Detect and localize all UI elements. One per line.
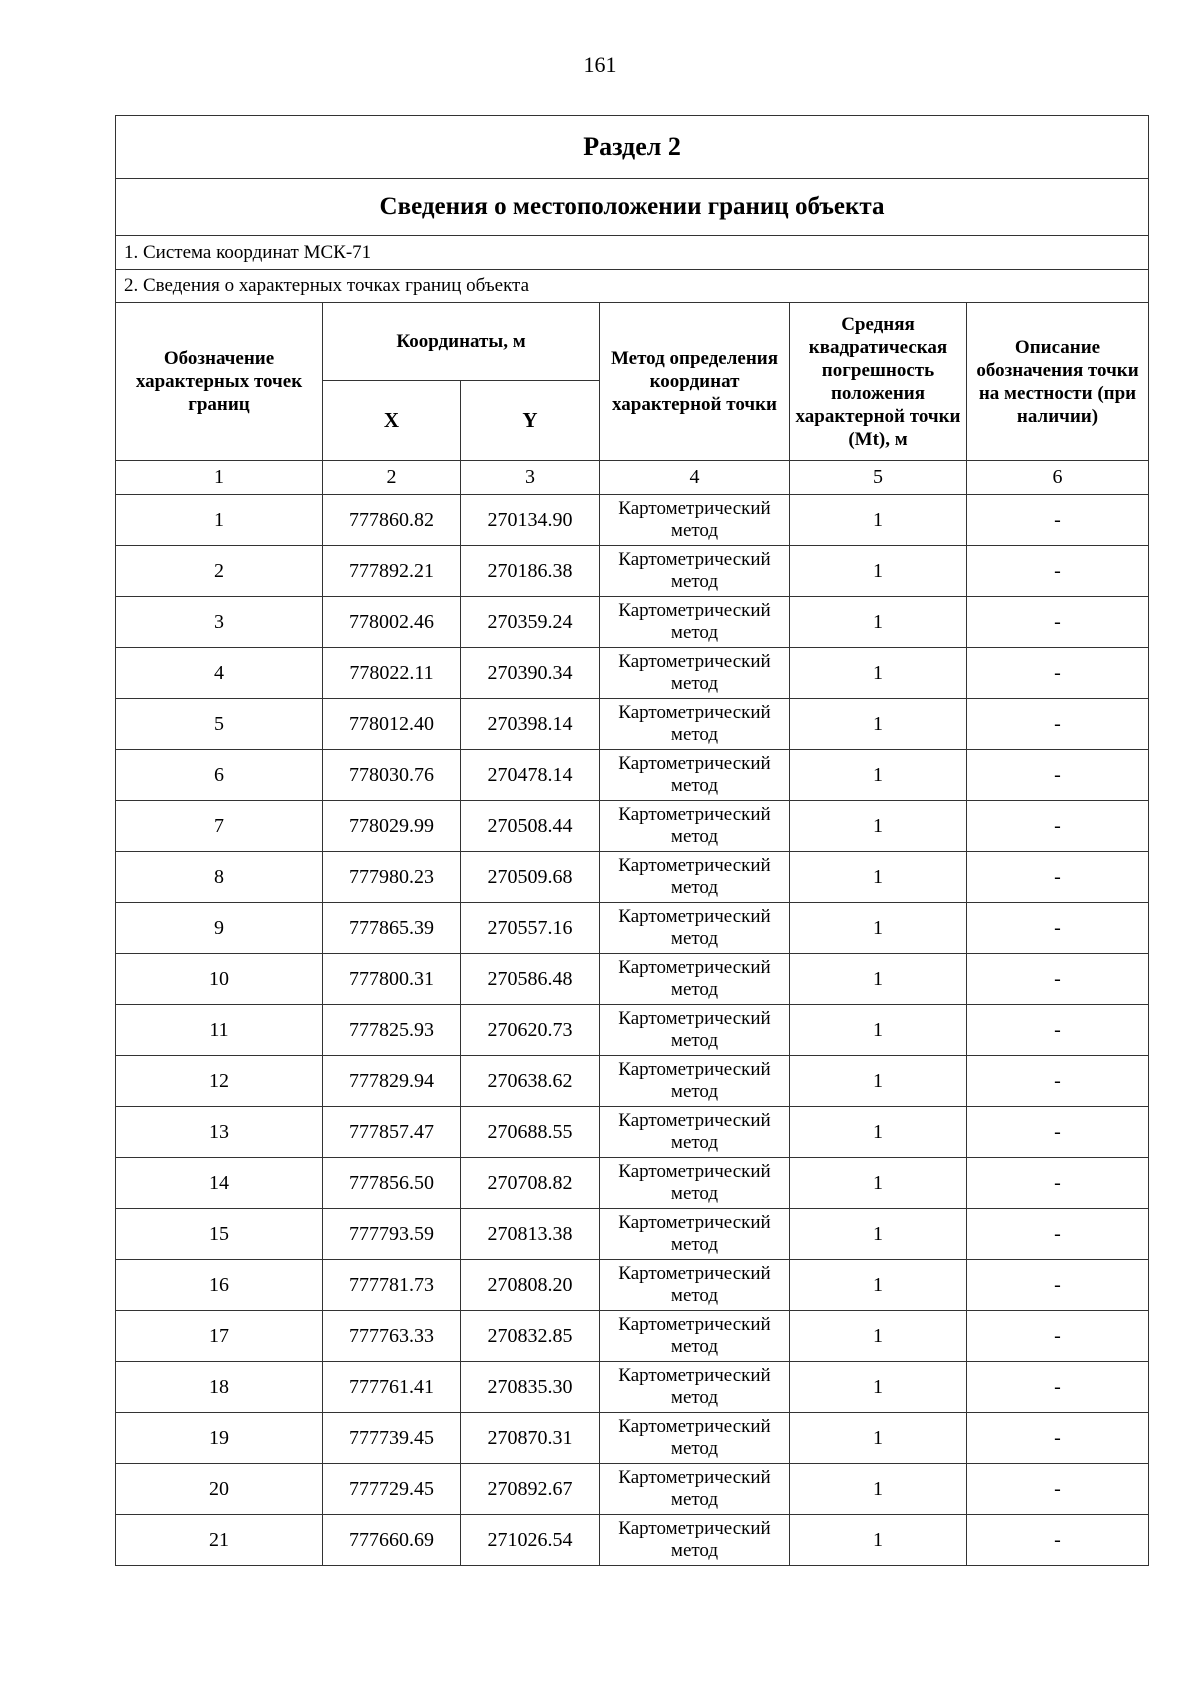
- description-cell: -: [967, 699, 1149, 750]
- header-x: X: [323, 381, 461, 461]
- point-number-cell: 13: [116, 1107, 323, 1158]
- point-number-cell: 12: [116, 1056, 323, 1107]
- y-coordinate-cell: 270688.55: [461, 1107, 600, 1158]
- accuracy-cell: 1: [790, 1056, 967, 1107]
- description-cell: -: [967, 954, 1149, 1005]
- boundary-points-table: [115, 115, 1149, 1566]
- table-row: [116, 699, 1149, 750]
- description-cell: -: [967, 1107, 1149, 1158]
- description-cell: -: [967, 1362, 1149, 1413]
- header-accuracy: Средняя квадратическая погрешность положения характерной точки (Mt), м: [790, 303, 967, 461]
- column-number: 1: [116, 461, 323, 495]
- table-row: [116, 1005, 1149, 1056]
- accuracy-cell: 1: [790, 1413, 967, 1464]
- x-coordinate-cell: 778029.99: [323, 801, 461, 852]
- y-coordinate-cell: 270508.44: [461, 801, 600, 852]
- y-coordinate-cell: 270808.20: [461, 1260, 600, 1311]
- accuracy-cell: 1: [790, 1515, 967, 1566]
- point-number-cell: 7: [116, 801, 323, 852]
- method-cell: Картометрический метод: [600, 1413, 790, 1464]
- point-number-cell: 2: [116, 546, 323, 597]
- point-number-cell: 5: [116, 699, 323, 750]
- description-cell: -: [967, 903, 1149, 954]
- method-cell: Картометрический метод: [600, 1056, 790, 1107]
- accuracy-cell: 1: [790, 699, 967, 750]
- x-coordinate-cell: 777857.47: [323, 1107, 461, 1158]
- method-cell: Картометрический метод: [600, 546, 790, 597]
- point-number-cell: 14: [116, 1158, 323, 1209]
- y-coordinate-cell: 270390.34: [461, 648, 600, 699]
- accuracy-cell: 1: [790, 1107, 967, 1158]
- table-row: [116, 1158, 1149, 1209]
- point-number-cell: 21: [116, 1515, 323, 1566]
- accuracy-cell: 1: [790, 903, 967, 954]
- description-cell: -: [967, 801, 1149, 852]
- header-method: Метод определения координат характерной точки: [600, 303, 790, 461]
- method-cell: Картометрический метод: [600, 801, 790, 852]
- table-row: [116, 1056, 1149, 1107]
- points-caption: 2. Сведения о характерных точках границ объекта: [116, 270, 1149, 303]
- x-coordinate-cell: 777892.21: [323, 546, 461, 597]
- column-number: 4: [600, 461, 790, 495]
- point-number-cell: 17: [116, 1311, 323, 1362]
- method-cell: Картометрический метод: [600, 1107, 790, 1158]
- table-row: [116, 852, 1149, 903]
- y-coordinate-cell: 270398.14: [461, 699, 600, 750]
- point-number-cell: 15: [116, 1209, 323, 1260]
- x-coordinate-cell: 777763.33: [323, 1311, 461, 1362]
- page-number: 161: [583, 52, 617, 77]
- description-cell: -: [967, 750, 1149, 801]
- description-cell: -: [967, 1209, 1149, 1260]
- method-cell: Картометрический метод: [600, 1464, 790, 1515]
- method-cell: Картометрический метод: [600, 495, 790, 546]
- method-cell: Картометрический метод: [600, 954, 790, 1005]
- y-coordinate-cell: 270509.68: [461, 852, 600, 903]
- x-coordinate-cell: 777781.73: [323, 1260, 461, 1311]
- column-number: 6: [967, 461, 1149, 495]
- table-row: [116, 1107, 1149, 1158]
- method-cell: Картометрический метод: [600, 1515, 790, 1566]
- method-cell: Картометрический метод: [600, 1260, 790, 1311]
- x-coordinate-cell: 777800.31: [323, 954, 461, 1005]
- table-row: [116, 801, 1149, 852]
- table-row: [116, 954, 1149, 1005]
- method-cell: Картометрический метод: [600, 750, 790, 801]
- x-coordinate-cell: 777729.45: [323, 1464, 461, 1515]
- y-coordinate-cell: 270638.62: [461, 1056, 600, 1107]
- header-description: Описание обозначения точки на местности (при наличии): [967, 303, 1149, 461]
- column-number: 3: [461, 461, 600, 495]
- x-coordinate-cell: 777660.69: [323, 1515, 461, 1566]
- table-row: [116, 1209, 1149, 1260]
- description-cell: -: [967, 1260, 1149, 1311]
- table-row: [116, 750, 1149, 801]
- point-number-cell: 1: [116, 495, 323, 546]
- y-coordinate-cell: 270134.90: [461, 495, 600, 546]
- method-cell: Картометрический метод: [600, 1362, 790, 1413]
- y-coordinate-cell: 270586.48: [461, 954, 600, 1005]
- header-coordinates: Координаты, м: [323, 303, 600, 381]
- table-row: [116, 1413, 1149, 1464]
- point-number-cell: 10: [116, 954, 323, 1005]
- table-row: [116, 1311, 1149, 1362]
- y-coordinate-cell: 270870.31: [461, 1413, 600, 1464]
- accuracy-cell: 1: [790, 648, 967, 699]
- table-row: [116, 1260, 1149, 1311]
- y-coordinate-cell: 270557.16: [461, 903, 600, 954]
- accuracy-cell: 1: [790, 801, 967, 852]
- x-coordinate-cell: 777829.94: [323, 1056, 461, 1107]
- x-coordinate-cell: 777761.41: [323, 1362, 461, 1413]
- method-cell: Картометрический метод: [600, 903, 790, 954]
- y-coordinate-cell: 270892.67: [461, 1464, 600, 1515]
- x-coordinate-cell: 777793.59: [323, 1209, 461, 1260]
- table-row: [116, 1362, 1149, 1413]
- method-cell: Картометрический метод: [600, 597, 790, 648]
- accuracy-cell: 1: [790, 495, 967, 546]
- description-cell: -: [967, 1515, 1149, 1566]
- x-coordinate-cell: 777856.50: [323, 1158, 461, 1209]
- coordinate-system: 1. Система координат МСК-71: [116, 236, 1149, 270]
- accuracy-cell: 1: [790, 1209, 967, 1260]
- x-coordinate-cell: 777980.23: [323, 852, 461, 903]
- point-number-cell: 20: [116, 1464, 323, 1515]
- table-row: [116, 1515, 1149, 1566]
- description-cell: -: [967, 597, 1149, 648]
- accuracy-cell: 1: [790, 954, 967, 1005]
- column-numbers-row: [116, 461, 1149, 495]
- accuracy-cell: 1: [790, 597, 967, 648]
- description-cell: -: [967, 1158, 1149, 1209]
- point-number-cell: 6: [116, 750, 323, 801]
- x-coordinate-cell: 778022.11: [323, 648, 461, 699]
- x-coordinate-cell: 777860.82: [323, 495, 461, 546]
- description-cell: -: [967, 852, 1149, 903]
- header-designation: Обозначение характерных точек границ: [116, 303, 323, 461]
- y-coordinate-cell: 270708.82: [461, 1158, 600, 1209]
- accuracy-cell: 1: [790, 1464, 967, 1515]
- y-coordinate-cell: 270186.38: [461, 546, 600, 597]
- accuracy-cell: 1: [790, 546, 967, 597]
- y-coordinate-cell: 270835.30: [461, 1362, 600, 1413]
- header-y: Y: [461, 381, 600, 461]
- y-coordinate-cell: 270813.38: [461, 1209, 600, 1260]
- column-number: 5: [790, 461, 967, 495]
- table-row: [116, 903, 1149, 954]
- description-cell: -: [967, 1413, 1149, 1464]
- method-cell: Картометрический метод: [600, 699, 790, 750]
- y-coordinate-cell: 270620.73: [461, 1005, 600, 1056]
- y-coordinate-cell: 270359.24: [461, 597, 600, 648]
- description-cell: -: [967, 495, 1149, 546]
- method-cell: Картометрический метод: [600, 1311, 790, 1362]
- method-cell: Картометрический метод: [600, 1209, 790, 1260]
- column-number: 2: [323, 461, 461, 495]
- description-cell: -: [967, 546, 1149, 597]
- accuracy-cell: 1: [790, 1158, 967, 1209]
- point-number-cell: 9: [116, 903, 323, 954]
- description-cell: -: [967, 1464, 1149, 1515]
- x-coordinate-cell: 777825.93: [323, 1005, 461, 1056]
- method-cell: Картометрический метод: [600, 648, 790, 699]
- point-number-cell: 11: [116, 1005, 323, 1056]
- section-title: Раздел 2: [116, 116, 1149, 179]
- table-row: [116, 597, 1149, 648]
- point-number-cell: 18: [116, 1362, 323, 1413]
- description-cell: -: [967, 1056, 1149, 1107]
- accuracy-cell: 1: [790, 852, 967, 903]
- x-coordinate-cell: 778002.46: [323, 597, 461, 648]
- x-coordinate-cell: 777739.45: [323, 1413, 461, 1464]
- accuracy-cell: 1: [790, 750, 967, 801]
- table-row: [116, 495, 1149, 546]
- method-cell: Картометрический метод: [600, 1158, 790, 1209]
- table-row: [116, 546, 1149, 597]
- accuracy-cell: 1: [790, 1260, 967, 1311]
- accuracy-cell: 1: [790, 1362, 967, 1413]
- point-number-cell: 8: [116, 852, 323, 903]
- accuracy-cell: 1: [790, 1005, 967, 1056]
- method-cell: Картометрический метод: [600, 852, 790, 903]
- table-row: [116, 1464, 1149, 1515]
- description-cell: -: [967, 1005, 1149, 1056]
- point-number-cell: 4: [116, 648, 323, 699]
- subsection-title: Сведения о местоположении границ объекта: [116, 179, 1149, 236]
- y-coordinate-cell: 271026.54: [461, 1515, 600, 1566]
- point-number-cell: 3: [116, 597, 323, 648]
- accuracy-cell: 1: [790, 1311, 967, 1362]
- description-cell: -: [967, 648, 1149, 699]
- description-cell: -: [967, 1311, 1149, 1362]
- point-number-cell: 19: [116, 1413, 323, 1464]
- x-coordinate-cell: 777865.39: [323, 903, 461, 954]
- point-number-cell: 16: [116, 1260, 323, 1311]
- method-cell: Картометрический метод: [600, 1005, 790, 1056]
- table-row: [116, 648, 1149, 699]
- y-coordinate-cell: 270478.14: [461, 750, 600, 801]
- y-coordinate-cell: 270832.85: [461, 1311, 600, 1362]
- x-coordinate-cell: 778030.76: [323, 750, 461, 801]
- x-coordinate-cell: 778012.40: [323, 699, 461, 750]
